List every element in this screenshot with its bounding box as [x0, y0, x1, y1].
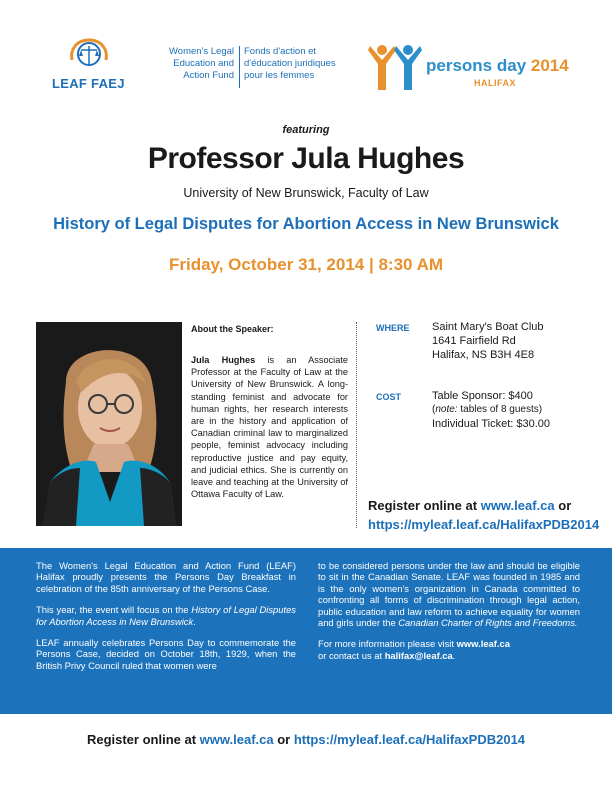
- leaf-english-name: [142, 46, 234, 82]
- note-label: note:: [435, 404, 458, 415]
- leaf-en-line: Women's Legal: [168, 46, 234, 57]
- leaf-divider: [239, 46, 240, 88]
- about-body: [191, 354, 348, 500]
- cost-value: [432, 389, 550, 431]
- leaf-logo: [46, 38, 336, 94]
- persons-day-year: 2014: [530, 56, 569, 75]
- info-text: This year, the event will focus on the: [36, 604, 192, 616]
- info-emphasis: History of Legal Disputes for Abortion Access in New Brunswick: [36, 604, 296, 627]
- about-heading: About the Speaker:: [191, 324, 274, 334]
- info-website-link[interactable]: www.leaf.ca: [456, 638, 510, 650]
- speaker-affiliation: University of New Brunswick, Faculty of Law: [183, 186, 429, 200]
- venue-street: 1641 Fairfield Rd: [432, 335, 516, 347]
- where-label: WHERE: [376, 323, 410, 333]
- info-column-left: [36, 560, 296, 681]
- info-emphasis: Canadian Charter of Rights and Freedoms.: [398, 617, 578, 629]
- info-paragraph: [318, 560, 580, 628]
- leaf-en-line: Education and: [173, 58, 234, 69]
- register-callout: [368, 496, 608, 534]
- cost-label: COST: [376, 392, 402, 402]
- note-text: tables of 8 guests): [457, 404, 543, 415]
- leaf-website-link[interactable]: www.leaf.ca: [199, 732, 274, 747]
- info-paragraph: [318, 638, 580, 661]
- speaker-photo: [36, 322, 182, 526]
- persons-figures-icon: [368, 42, 424, 92]
- note-open: (: [432, 404, 436, 415]
- table-sponsor-price: Table Sponsor: $400: [432, 390, 533, 402]
- register-footer: [0, 732, 612, 747]
- persons-day-wordmark: [426, 56, 569, 76]
- persons-day-city: HALIFAX: [474, 78, 517, 88]
- where-value: [432, 320, 544, 362]
- register-or: or: [554, 498, 572, 513]
- register-or: or: [273, 732, 294, 747]
- info-text: or contact us at: [318, 649, 385, 661]
- info-column-right: [318, 560, 580, 671]
- info-text: to be considered persons under the law and should be eligible to sit in the Canadian Senate. LEAF was founded in 1985 and is the only women's organization in Canada committed to confronting all forms of discrimination through legal action, public education and law reform to achieve equality for women and girls under the: [318, 560, 580, 629]
- contact-email-link[interactable]: halifax@leaf.ca: [384, 649, 453, 661]
- leaf-french-name: [244, 46, 354, 82]
- info-paragraph: [36, 604, 296, 627]
- leaf-website-link[interactable]: www.leaf.ca: [480, 498, 555, 513]
- persons-day-text: persons day: [426, 56, 527, 75]
- registration-link[interactable]: https://myleaf.leaf.ca/HalifaxPDB2014: [368, 517, 600, 532]
- info-text: For more information please visit: [318, 638, 457, 650]
- individual-ticket-price: Individual Ticket: $30.00: [432, 418, 551, 430]
- venue-city: Halifax, NS B3H 4E8: [432, 349, 535, 361]
- table-note: [432, 403, 550, 417]
- event-date: Friday, October 31, 2014 | 8:30 AM: [168, 255, 444, 274]
- info-paragraph: The Women's Legal Education and Action Fund (LEAF) Halifax proudly presents the Persons Day Breakfast in celebration of the 85th anniversary of the Persons Case.: [36, 560, 296, 594]
- register-prefix: Register online at: [368, 498, 481, 513]
- speaker-portrait-image: [36, 322, 182, 526]
- talk-title: History of Legal Disputes for Abortion Access in New Brunswick: [53, 215, 559, 233]
- venue-name: Saint Mary's Boat Club: [432, 321, 544, 333]
- info-text: .: [193, 615, 196, 627]
- about-speaker-name: Jula Hughes: [191, 355, 256, 365]
- leaf-emblem-icon: [66, 38, 112, 74]
- about-bio-text: is an Associate Professor at the Faculty of Law at the University of New Brunswick. A long-standing feminist and advocate for human rights, her research interests are in the history and application of Canadian criminal law to marginalized people, feminist advocacy including reproductive justice and pay equity, and judicial ethics. She is currently on leave and teaching at the University of Ottawa Faculty of Law.: [191, 355, 348, 500]
- column-divider: [356, 322, 357, 528]
- leaf-fr-line: Fonds d'action et: [244, 46, 317, 57]
- leaf-name: LEAF FAEJ: [52, 76, 125, 91]
- leaf-en-line: Action Fund: [183, 70, 234, 81]
- info-band: [0, 548, 612, 714]
- featuring-label: featuring: [282, 124, 330, 136]
- info-text: .: [452, 649, 456, 661]
- leaf-fr-line: d'éducation juridiques: [244, 58, 336, 69]
- speaker-name: Professor Jula Hughes: [147, 142, 465, 175]
- persons-day-logo: [368, 42, 569, 94]
- register-prefix: Register online at: [86, 732, 200, 747]
- info-paragraph: LEAF annually celebrates Persons Day to commemorate the Persons Case, decided on October 18th, 1929, when the British Privy Council ruled that women were: [36, 637, 296, 671]
- registration-link[interactable]: https://myleaf.leaf.ca/HalifaxPDB2014: [293, 732, 526, 747]
- leaf-fr-line: pour les femmes: [244, 70, 315, 81]
